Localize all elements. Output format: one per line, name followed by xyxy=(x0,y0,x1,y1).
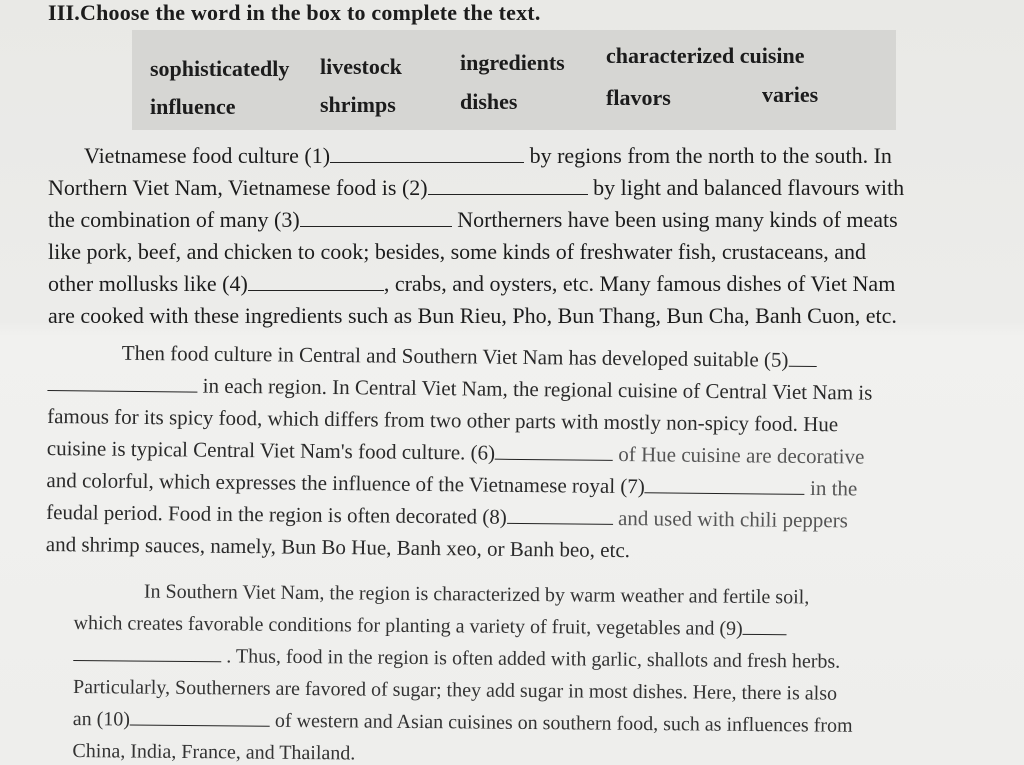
text-line: like pork, beef, and chicken to cook; besides, some kinds of freshwater fish, crustaceans, and xyxy=(48,239,867,264)
text-line: Northern Viet Nam, Vietnamese food is (2) xyxy=(48,175,428,200)
word-option: varies xyxy=(762,82,819,107)
word-option: characterized cuisine xyxy=(606,43,805,68)
answer-blank-2 xyxy=(428,174,588,195)
text-line: the combination of many (3) xyxy=(48,207,300,232)
text-line: in the xyxy=(809,475,858,501)
text-line: by regions from the north to the south. In xyxy=(529,143,892,168)
answer-blank-6 xyxy=(495,439,613,461)
text-line: Vietnamese food culture (1) xyxy=(84,143,331,168)
paragraph-3 xyxy=(72,576,854,765)
word-option: sophisticatedly xyxy=(150,56,290,81)
word-option: influence xyxy=(150,94,236,119)
text-line: famous for its spicy food, which differs from two other parts with mostly non-spicy food. Hue xyxy=(47,403,839,437)
word-option: flavors xyxy=(606,85,671,110)
text-line: and shrimp sauces, namely, Bun Bo Hue, Banh xeo, or Banh beo, etc. xyxy=(45,531,631,563)
answer-blank-3 xyxy=(300,206,452,227)
text-line: which creates favorable conditions for planting a variety of fruit, vegetables and (9) xyxy=(73,611,743,640)
text-line: and colorful, which expresses the influence of the Vietnamese royal (7) xyxy=(46,467,645,499)
answer-blank-10 xyxy=(130,704,270,726)
text-line: of western and Asian cuisines on southern food, such as influences from xyxy=(274,709,853,737)
text-line: in each region. In Central Viet Nam, the regional cuisine of Central Viet Nam is xyxy=(202,373,873,405)
answer-blank-9 xyxy=(743,614,787,635)
answer-blank-4 xyxy=(248,270,384,291)
text-line: an (10) xyxy=(72,707,131,731)
text-line: . Thus, food in the region is often added with garlic, shallots and fresh herbs. xyxy=(226,645,841,673)
text-line: cuisine is typical Central Viet Nam's food culture. (6) xyxy=(46,435,496,465)
word-option: ingredients xyxy=(460,50,565,75)
text-line: Then food culture in Central and Southern Viet Nam has developed suitable (5) xyxy=(121,340,789,372)
text-line: and used with chili peppers xyxy=(617,505,848,533)
text-line: Northerners have been using many kinds of meats xyxy=(457,207,898,232)
text-line: by light and balanced flavours with xyxy=(593,175,905,200)
word-box xyxy=(132,30,896,130)
answer-blank-9-cont xyxy=(73,640,221,662)
text-line: feudal period. Food in the region is often decorated (8) xyxy=(46,499,507,529)
paragraph-1 xyxy=(48,140,904,332)
exercise-heading: III.Choose the word in the box to complete the text. xyxy=(48,0,541,25)
answer-blank-5-cont xyxy=(47,370,197,393)
word-option: dishes xyxy=(460,89,518,114)
text-line: of Hue cuisine are decorative xyxy=(618,441,865,469)
answer-blank-8 xyxy=(507,503,613,525)
text-line: In Southern Viet Nam, the region is characterized by warm weather and fertile soil, xyxy=(143,580,810,609)
text-line: Particularly, Southerners are favored of sugar; they add sugar in most dishes. Here, there is also xyxy=(72,675,838,705)
answer-blank-7 xyxy=(645,472,805,495)
word-option: shrimps xyxy=(320,92,396,117)
text-line: are cooked with these ingredients such as Bun Rieu, Pho, Bun Thang, Bun Cha, Banh Cuon, etc. xyxy=(48,303,897,328)
text-line: China, India, France, and Thailand. xyxy=(72,739,356,765)
paragraph-2 xyxy=(46,336,873,569)
answer-blank-5 xyxy=(788,346,816,367)
word-option: livestock xyxy=(320,54,402,79)
text-line: , crabs, and oysters, etc. Many famous dishes of Viet Nam xyxy=(383,271,896,296)
text-line: other mollusks like (4) xyxy=(48,271,248,296)
answer-blank-1 xyxy=(330,142,524,163)
